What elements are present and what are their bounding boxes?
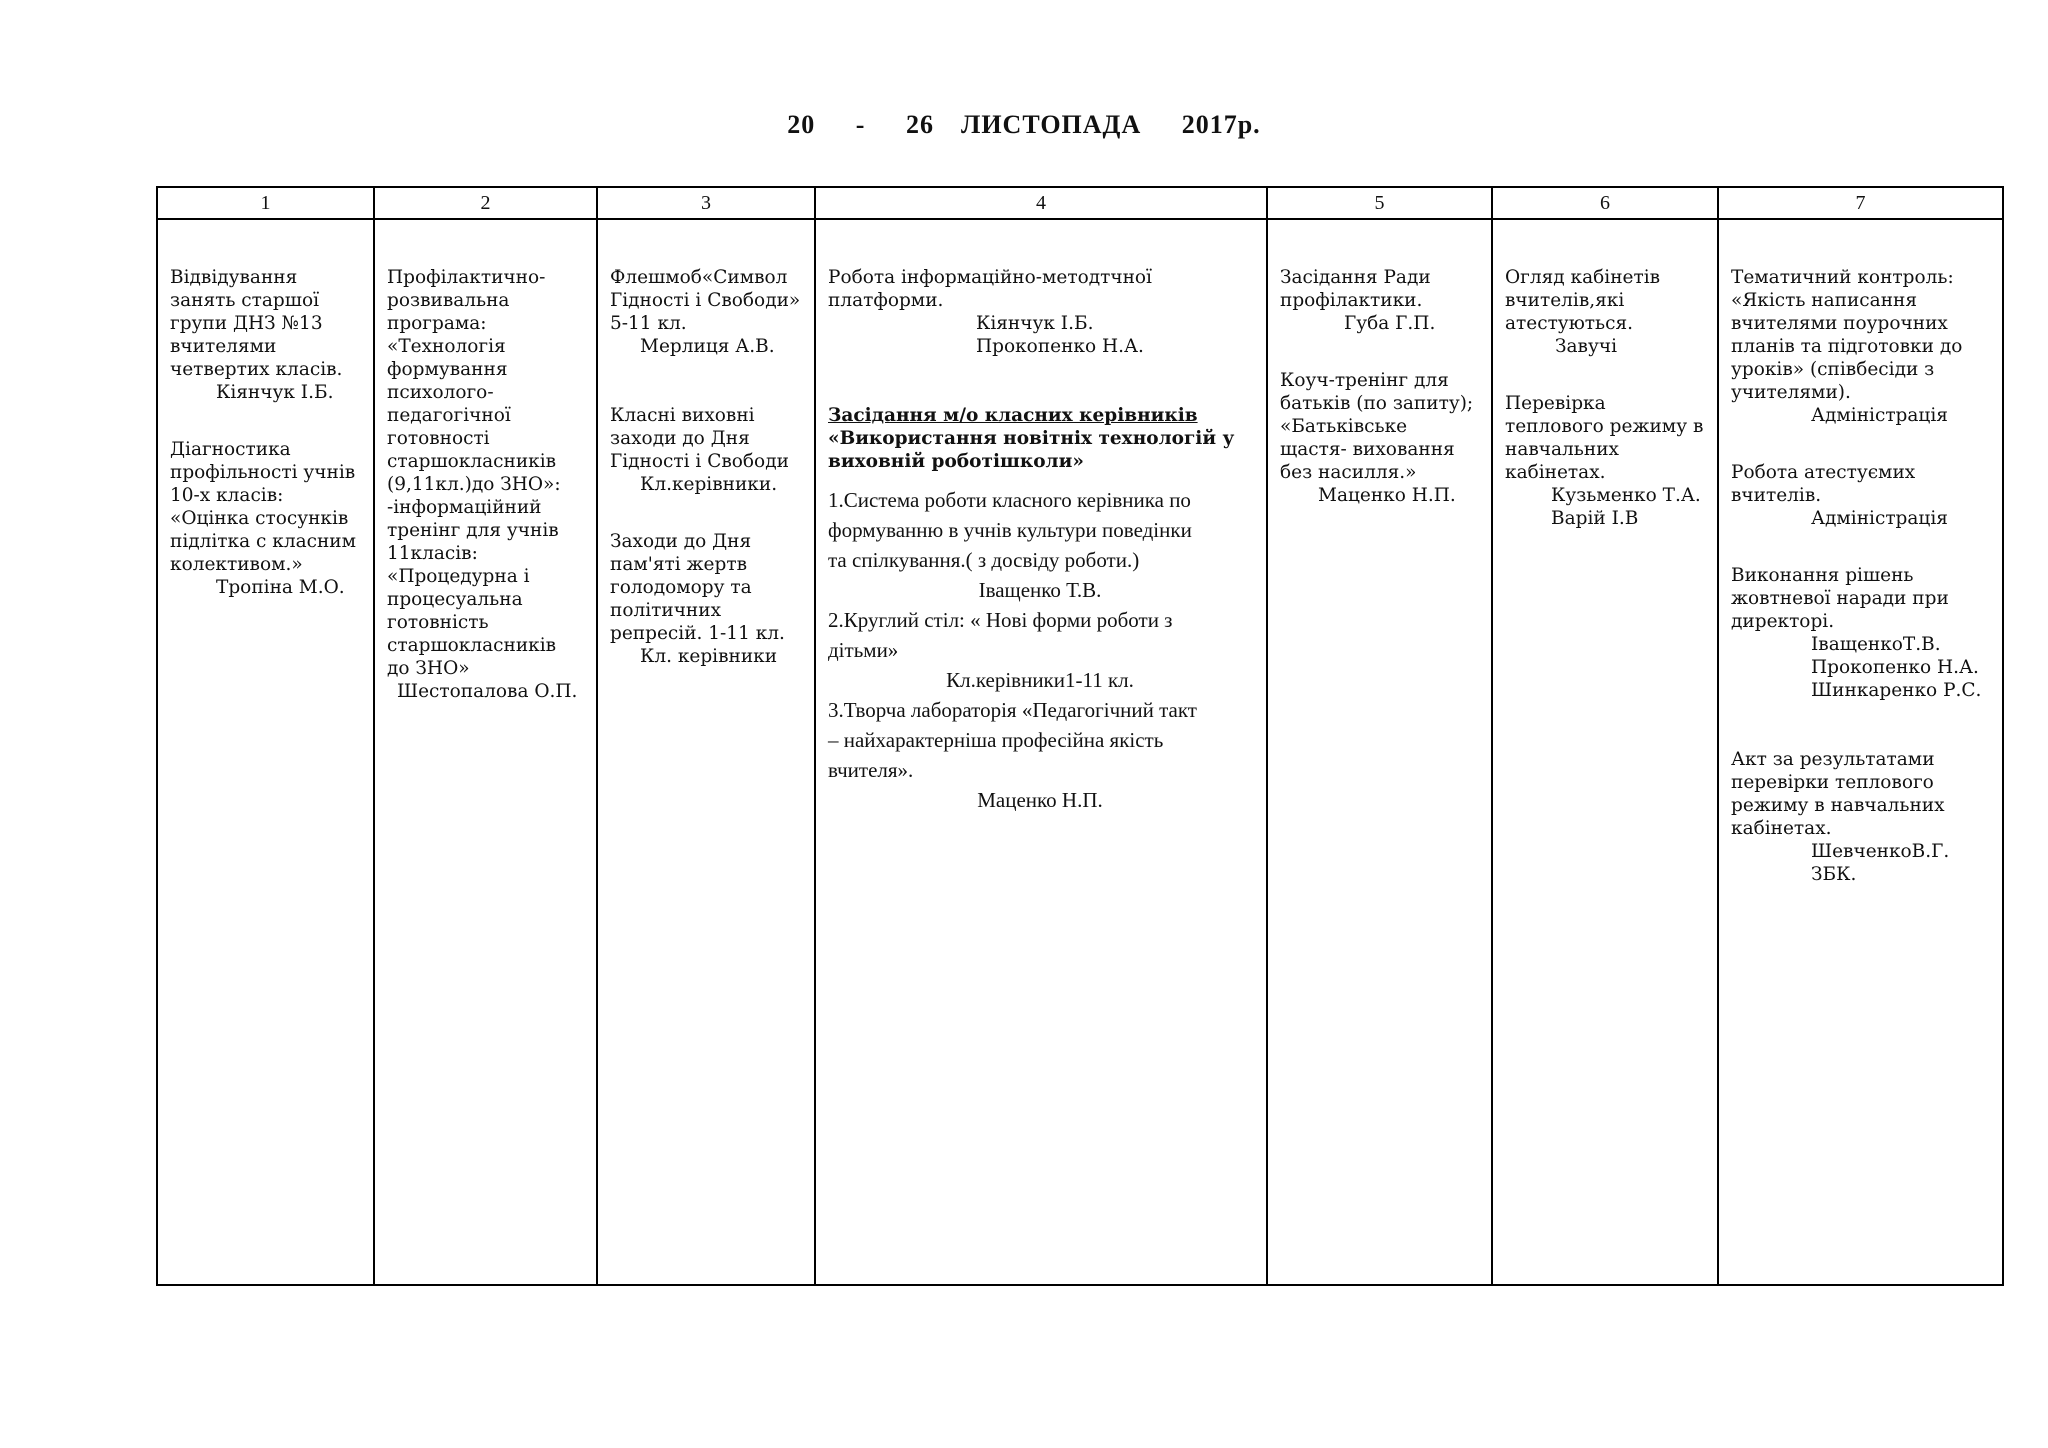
column-3-cell [597, 219, 815, 1285]
responsible-person: Шестопалова О.П. [397, 681, 578, 702]
meeting-title: Засідання м/о класних керівників [828, 405, 1198, 426]
column-header-3: 3 [597, 187, 815, 219]
responsible-person: ІващенкоТ.В. [1811, 634, 1941, 655]
heating-check-text: Перевірка теплового режиму в навчальних кабінетах. [1505, 393, 1704, 483]
column-7-cell [1718, 219, 2003, 1285]
responsible-person: Шинкаренко Р.С. [1811, 680, 1982, 701]
class-events-text: Класні виховні заходи до Дня Гідності і Свободи [610, 405, 789, 472]
column-header-2: 2 [374, 187, 597, 219]
column-2-cell [374, 219, 597, 1285]
meeting-topic: «Використання новітніх технологій у виховній роботішколи» [828, 428, 1235, 472]
responsible-person: Маценко Н.П. [1318, 485, 1456, 506]
attestation-text: Робота атестуємих вчителів. [1731, 462, 1916, 506]
responsible-person: Губа Г.П. [1344, 313, 1436, 334]
plan-content-row [157, 219, 2003, 1285]
document-title: 20 - 26 ЛИСТОПАДА 2017р. [787, 110, 1261, 139]
responsible-person: Кл.керівники1-11 кл. [946, 668, 1134, 692]
agenda-item-1: 1.Система роботи класного керівника по формуванню в учнів культури поведінки та спілкування.( з досвіду роботи.) [828, 488, 1192, 572]
responsible-person: Кіянчук І.Б. [976, 313, 1094, 334]
coaching-text: Коуч-тренінг для батьків (по запиту); «Батьківське щастя- виховання без насилля.» [1280, 370, 1474, 483]
column-header-4: 4 [815, 187, 1267, 219]
responsible-person: Кл.керівники. [640, 474, 778, 495]
column-number-row [157, 187, 2003, 219]
responsible-person: ЗБК. [1811, 864, 1857, 885]
diagnostics-text: Діагностика профільності учнів 10-х класів: «Оцінка стосунків підлітка с класним колективом.» [170, 439, 357, 575]
cabinet-review-text: Огляд кабінетів вчителів,які атестуються. [1505, 267, 1661, 334]
responsible-person: Кіянчук І.Б. [216, 382, 334, 403]
agenda-item-2: 2.Круглий стіл: « Нові форми роботи з дітьми» [828, 608, 1173, 662]
responsible-person: Іващенко Т.В. [978, 578, 1102, 602]
column-4-cell [815, 219, 1267, 1285]
platform-text: Робота інформаційно-методтчної платформи. [828, 267, 1152, 311]
column-1-cell [157, 219, 374, 1285]
prevention-program-text: Профілактично- розвивальна програма: «Технологія формування психолого- педагогічної готовності старшокласників (9,11кл.)до ЗНО»: -інформаційний тренінг для учнів 11класів: «Процедурна і процесуальна готовність старшокласників до ЗНО» [387, 267, 561, 679]
responsible-person: ШевченкоВ.Г. [1811, 841, 1950, 862]
column-5-cell [1267, 219, 1492, 1285]
prevention-council-text: Засідання Ради профілактики. [1280, 267, 1431, 311]
memorial-events-text: Заходи до Дня пам'яті жертв голодомору та політичних репресій. 1-11 кл. [610, 531, 785, 644]
column-header-1: 1 [157, 187, 374, 219]
thematic-control-text: Тематичний контроль: «Якість написання вчителями поурочних планів та підготовки до уроків» (співбесіди з учителями). [1731, 267, 1963, 403]
kindergarten-visit-text: Відвідування занять старшої групи ДНЗ №13 вчителями четвертих класів. [170, 267, 343, 380]
responsible-person: Мерлиця А.В. [640, 336, 775, 357]
heating-act-text: Акт за результатами перевірки теплового режиму в навчальних кабінетах. [1731, 749, 1945, 839]
responsible-person: Кл. керівники [640, 646, 778, 667]
responsible-person: Маценко Н.П. [977, 788, 1103, 812]
flashmob-text: Флешмоб«Символ Гідності і Свободи» 5-11 кл. [610, 267, 801, 334]
responsible-person: Завучі [1555, 336, 1618, 357]
column-header-5: 5 [1267, 187, 1492, 219]
responsible-person: Прокопенко Н.А. [1811, 657, 1979, 678]
column-header-7: 7 [1718, 187, 2003, 219]
agenda-item-3: 3.Творча лабораторія «Педагогічний такт – найхарактерніша професійна якість вчителя». [828, 698, 1197, 782]
responsible-person: Прокопенко Н.А. [976, 336, 1144, 357]
column-header-6: 6 [1492, 187, 1718, 219]
responsible-person: Адміністрація [1811, 405, 1948, 426]
responsible-person: Адміністрація [1811, 508, 1948, 529]
weekly-plan-table [156, 186, 2004, 1286]
column-6-cell [1492, 219, 1718, 1285]
responsible-person: Тропіна М.О. [216, 577, 345, 598]
responsible-person: Варій І.В [1551, 508, 1639, 529]
meeting-decisions-text: Виконання рішень жовтневої наради при директорі. [1731, 565, 1949, 632]
responsible-person: Кузьменко Т.А. [1551, 485, 1701, 506]
